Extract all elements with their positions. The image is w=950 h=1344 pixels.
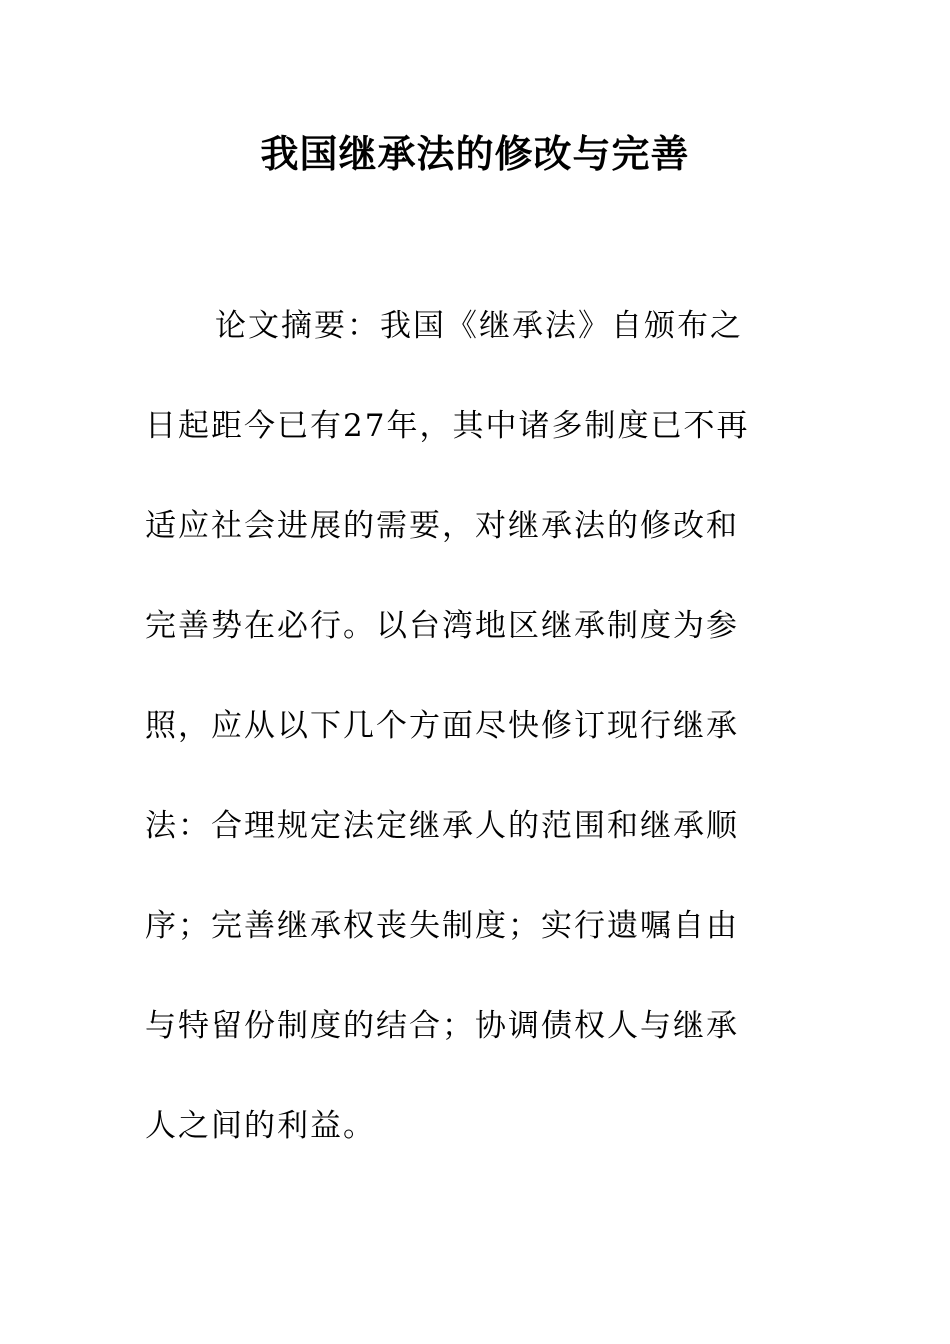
abstract-paragraph bbox=[145, 300, 805, 1200]
abstract-line: 论文摘要：我国《继承法》自颁布之 bbox=[215, 308, 743, 344]
abstract-line: 日起距今已有27年，其中诸多制度已不再 bbox=[145, 408, 750, 444]
abstract-line: 法：合理规定法定继承人的范围和继承顺 bbox=[145, 808, 739, 844]
abstract-line: 照，应从以下几个方面尽快修订现行继承 bbox=[145, 708, 739, 744]
abstract-line: 人之间的利益。 bbox=[145, 1108, 376, 1144]
abstract-line: 序；完善继承权丧失制度；实行遗嘱自由 bbox=[145, 908, 739, 944]
abstract-line: 适应社会进展的需要，对继承法的修改和 bbox=[145, 508, 739, 544]
abstract-line: 完善势在必行。以台湾地区继承制度为参 bbox=[145, 608, 739, 644]
abstract-line: 与特留份制度的结合；协调债权人与继承 bbox=[145, 1008, 739, 1044]
document-title: 我国继承法的修改与完善 bbox=[260, 131, 690, 176]
